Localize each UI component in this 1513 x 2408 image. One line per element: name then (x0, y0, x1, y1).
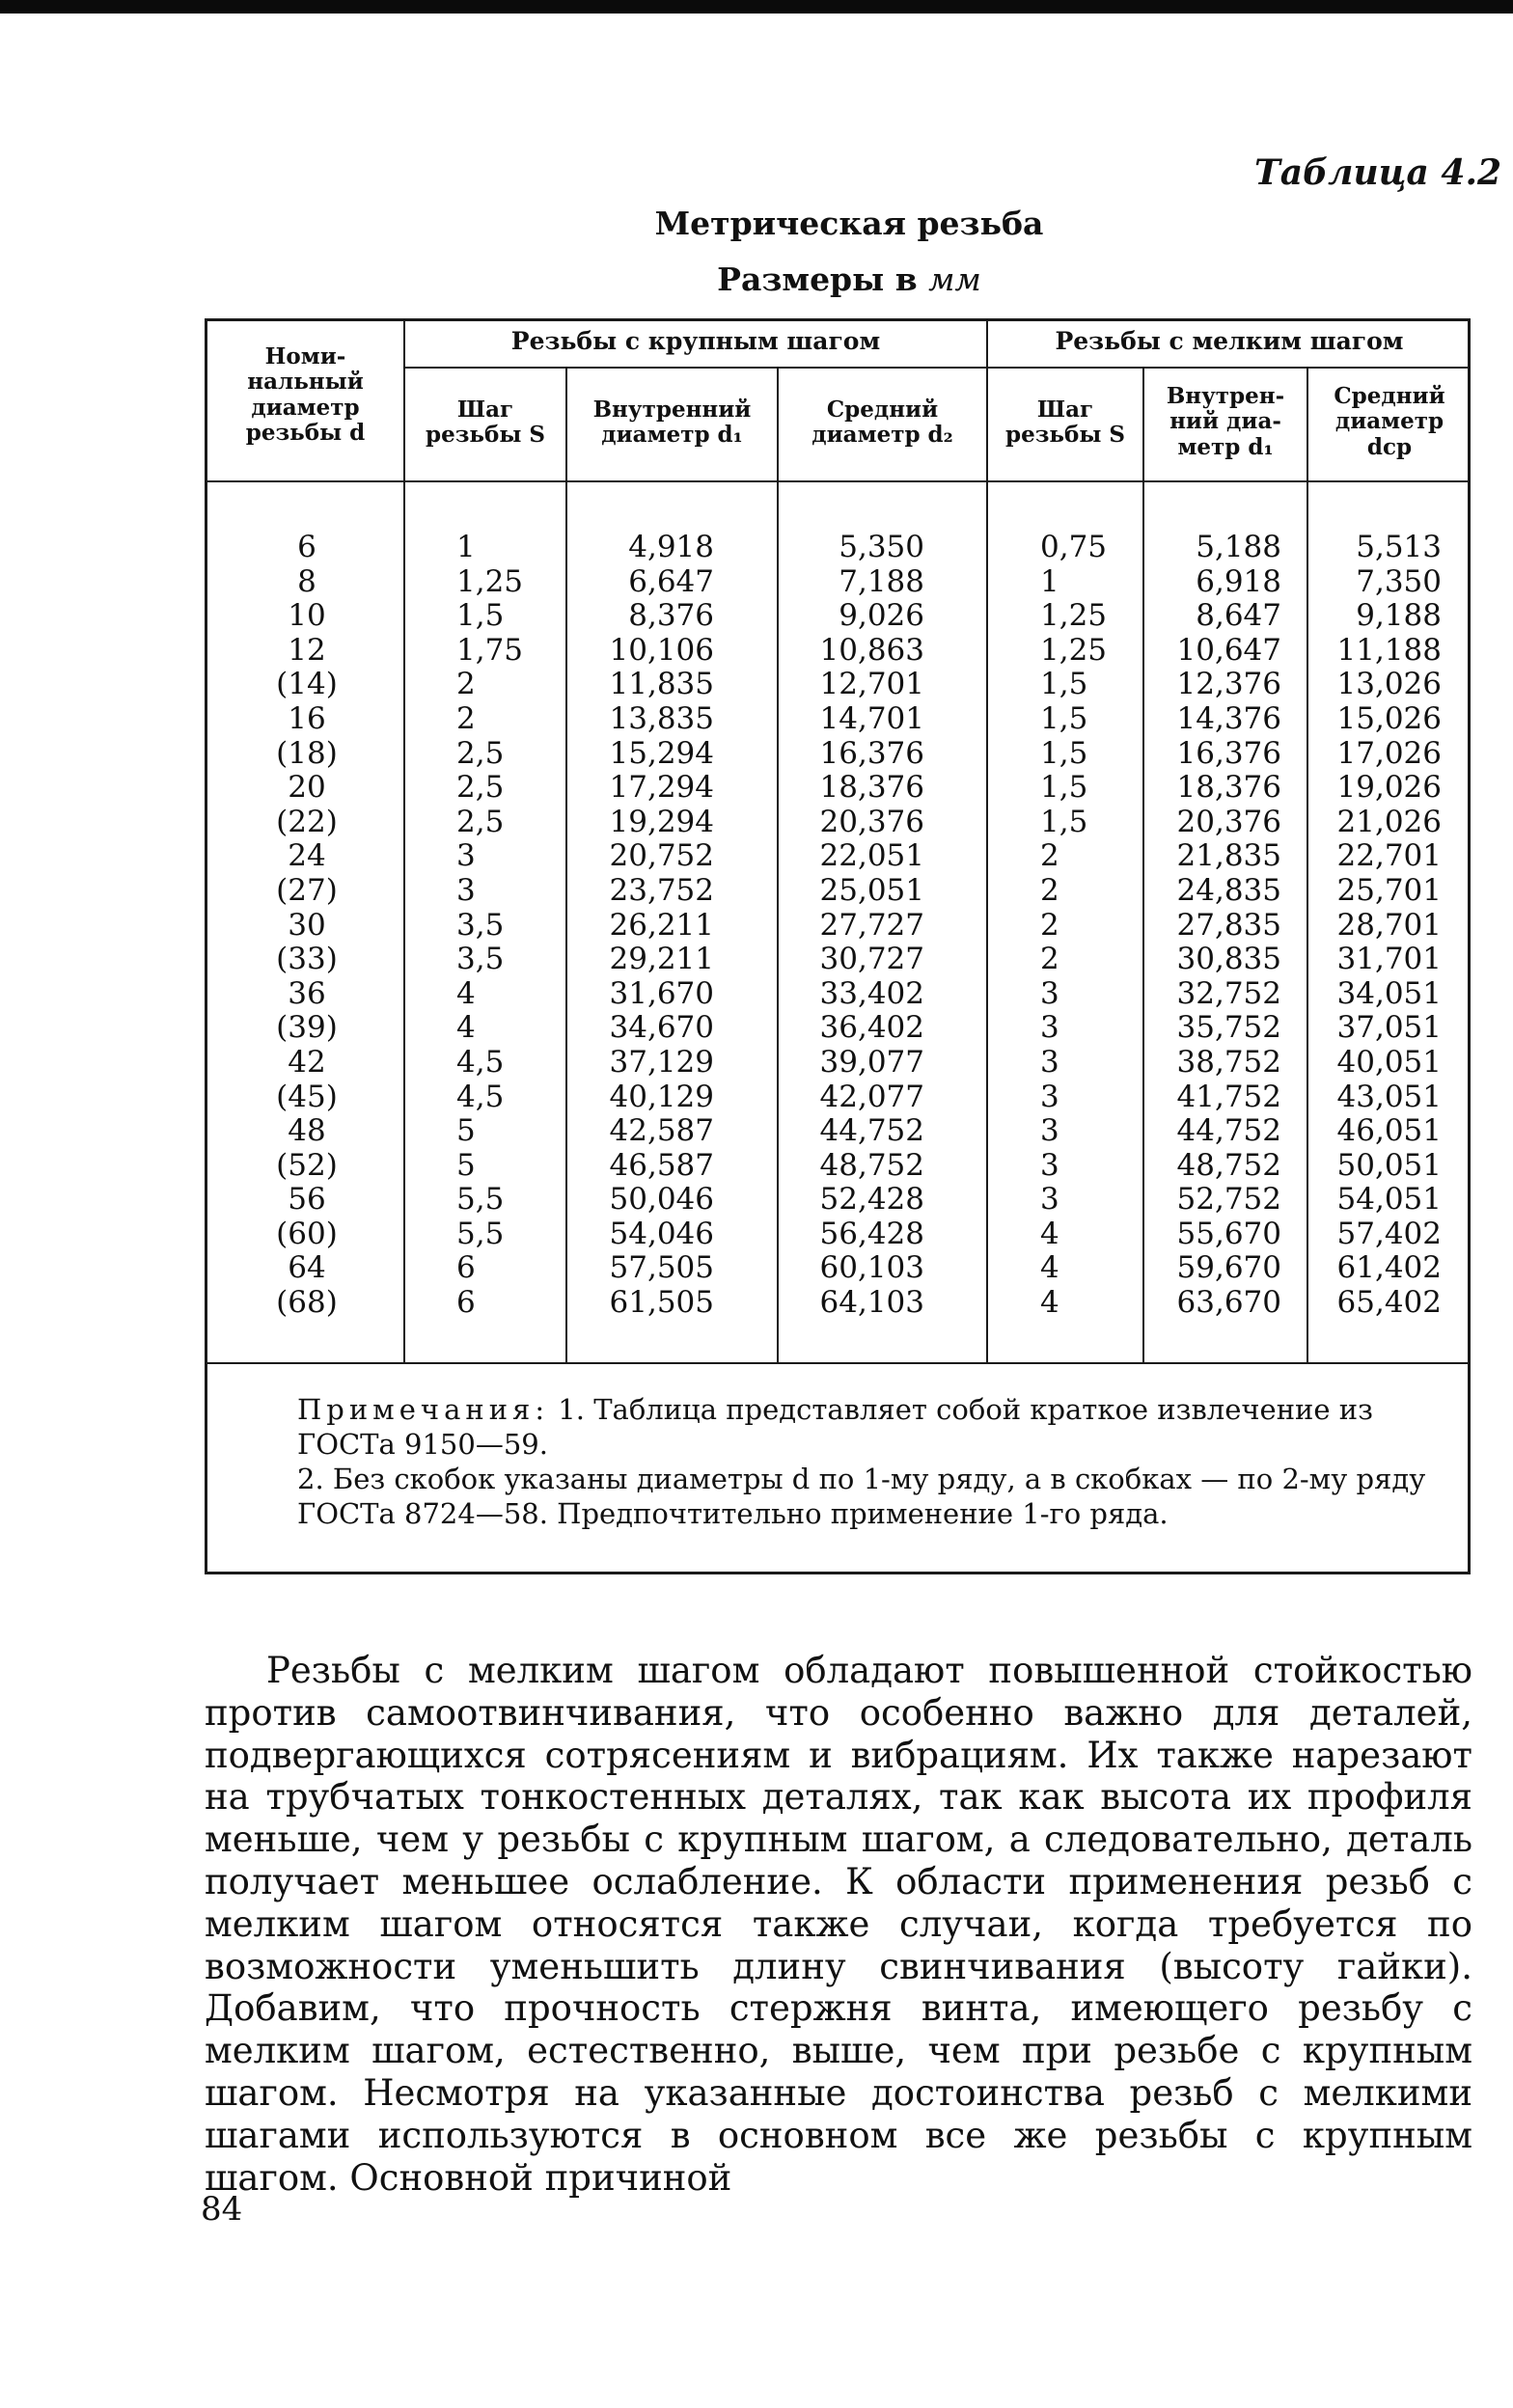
table-cell: 2,5 (456, 804, 505, 839)
table-cell: 36,402 (819, 1010, 924, 1046)
table-cell: 5,5 (456, 1182, 505, 1218)
table-cell: 54,046 (609, 1216, 714, 1251)
table-cell: 4 (456, 1010, 476, 1046)
table-cell: 5 (456, 1147, 476, 1183)
table-cell: 64,103 (819, 1285, 924, 1321)
col-divider-1 (403, 318, 405, 1362)
subtitle-unit: мм (928, 260, 981, 298)
table-cell: (27) (276, 872, 338, 908)
table-cell: 3 (1040, 1182, 1059, 1218)
table-cell: 48,752 (1176, 1147, 1281, 1183)
col-divider-3 (777, 367, 779, 1362)
table-cell: 35,752 (1176, 1010, 1281, 1046)
table-cell: 19,026 (1336, 770, 1442, 806)
notes-label: Примечания: (297, 1393, 550, 1426)
table-cell: 30,727 (819, 942, 924, 977)
table-cell: 2 (456, 667, 476, 702)
column-coarse-mid-diameter (782, 531, 924, 1321)
table-cell: 40,051 (1336, 1044, 1442, 1080)
table-cell: 0,75 (1040, 530, 1108, 564)
col-divider-6 (1307, 367, 1308, 1362)
table-cell: 2 (1040, 942, 1059, 977)
table-cell: 1,25 (1040, 598, 1108, 634)
table-cell: 59,670 (1176, 1250, 1281, 1286)
table-cell: 19,294 (609, 804, 714, 839)
table-cell: 17,026 (1336, 735, 1442, 771)
table-cell: 4,5 (456, 1079, 505, 1114)
table-cell: 16,376 (1176, 735, 1281, 771)
table-cell: 1,75 (456, 632, 524, 668)
table-cell: 29,211 (609, 942, 714, 977)
table-cell: 15,026 (1336, 700, 1442, 736)
column-coarse-inner-diameter (569, 531, 714, 1321)
table-cell: 26,211 (609, 907, 714, 943)
table-cell: (18) (276, 735, 338, 771)
table-cell: 23,752 (609, 872, 714, 908)
table-cell: 3 (1040, 1079, 1059, 1114)
table-cell: 42,077 (819, 1079, 924, 1114)
table-cell: 5,188 (1196, 530, 1281, 564)
table-cell: 18,376 (819, 770, 924, 806)
table-cell: 10 (288, 598, 326, 634)
table-cell: 8,647 (1196, 598, 1281, 634)
table-cell: 7,188 (839, 563, 924, 599)
table-cell: (52) (276, 1147, 338, 1183)
table-cell: 12,701 (819, 667, 924, 702)
table-cell: 9,188 (1356, 598, 1442, 634)
table-cell: 1,5 (1040, 667, 1088, 702)
table-cell: 37,129 (609, 1044, 714, 1080)
table-cell: 1 (1040, 563, 1059, 599)
table-cell: 28,701 (1336, 907, 1442, 943)
table-cell: 3 (1040, 975, 1059, 1011)
table-cell: 57,402 (1336, 1216, 1442, 1251)
table-cell: 4,918 (628, 530, 714, 564)
table-cell: 3 (1040, 1113, 1059, 1149)
table-cell: 2 (1040, 838, 1059, 874)
table-cell: 4,5 (456, 1044, 505, 1080)
table-cell: 3 (456, 838, 476, 874)
table-cell: 10,647 (1176, 632, 1281, 668)
table-cell: 25,701 (1336, 872, 1442, 908)
table-cell: 1,5 (456, 598, 505, 634)
table-header-divider (205, 480, 1471, 482)
table-cell: 46,051 (1336, 1113, 1442, 1149)
table-cell: 50,046 (609, 1182, 714, 1218)
table-cell: (14) (276, 667, 338, 702)
table-cell: 27,727 (819, 907, 924, 943)
table-cell: 4 (1040, 1285, 1059, 1321)
table-cell: 14,701 (819, 700, 924, 736)
table-cell: 39,077 (819, 1044, 924, 1080)
table-cell: 6,647 (628, 563, 714, 599)
header-coarse-mid-diameter: Средний диаметр d₂ (812, 397, 953, 449)
table-cell: 48 (288, 1113, 326, 1149)
table-cell: 21,026 (1336, 804, 1442, 839)
table-cell: 30 (288, 907, 326, 943)
header-fine-mid-diameter: Средний диаметр dср (1334, 383, 1445, 460)
table-cell: 20 (288, 770, 326, 806)
table-cell: 25,051 (819, 872, 924, 908)
table-cell: 6 (297, 530, 316, 564)
table-cell: 61,505 (609, 1285, 714, 1321)
table-cell: 22,701 (1336, 838, 1442, 874)
table-cell: (68) (276, 1285, 338, 1321)
table-cell: 7,350 (1356, 563, 1442, 599)
column-nominal-diameter (212, 531, 401, 1321)
column-coarse-step (456, 531, 563, 1321)
table-cell: 3,5 (456, 942, 505, 977)
table-cell: 5,5 (456, 1216, 505, 1251)
table-cell: 52,428 (819, 1182, 924, 1218)
table-cell: 1,25 (1040, 632, 1108, 668)
header-coarse-step: Шаг резьбы S (425, 397, 546, 449)
column-fine-step (1040, 531, 1137, 1321)
table-cell: 64 (288, 1250, 326, 1286)
table-cell: 22,051 (819, 838, 924, 874)
table-cell: 1,5 (1040, 804, 1088, 839)
table-cell: 12 (288, 632, 326, 668)
table-cell: (45) (276, 1079, 338, 1114)
table-cell: 13,026 (1336, 667, 1442, 702)
table-cell: 24,835 (1176, 872, 1281, 908)
table-cell: 13,835 (609, 700, 714, 736)
table-cell: 37,051 (1336, 1010, 1442, 1046)
table-cell: 14,376 (1176, 700, 1281, 736)
table-cell: 4 (456, 975, 476, 1011)
col-divider-5 (1142, 367, 1144, 1362)
table-cell: 63,670 (1176, 1285, 1281, 1321)
header-fine-inner-diameter: Внутрен- ний диа- метр d₁ (1166, 383, 1285, 460)
table-cell: 65,402 (1336, 1285, 1442, 1321)
note-1 (220, 1392, 1455, 1462)
table-cell: 11,835 (609, 667, 714, 702)
table-cell: 31,701 (1336, 942, 1442, 977)
table-cell: 1 (456, 530, 476, 564)
table-cell: 42 (288, 1044, 326, 1080)
table-cell: 24 (288, 838, 326, 874)
table-cell: 15,294 (609, 735, 714, 771)
table-cell: 38,752 (1176, 1044, 1281, 1080)
header-nominal-diameter: Номи- нальный диаметр резьбы d (245, 343, 366, 447)
table-cell: 56,428 (819, 1216, 924, 1251)
table-cell: 2 (456, 700, 476, 736)
table-cell: 30,835 (1176, 942, 1281, 977)
table-group-divider-right (986, 367, 1471, 369)
header-coarse-group: Резьбы с крупным шагом (510, 327, 881, 355)
table-cell: 8 (297, 563, 316, 599)
table-cell: 46,587 (609, 1147, 714, 1183)
note-1-text: 1. Таблица представляет собой краткое извлечение из ГОСТа 9150—59. (297, 1393, 1373, 1461)
table-cell: 6 (456, 1285, 476, 1321)
table-cell: (22) (276, 804, 338, 839)
table-cell: 20,376 (1176, 804, 1281, 839)
table-cell: 5,513 (1356, 530, 1442, 564)
table-cell: 2,5 (456, 770, 505, 806)
table-cell: 48,752 (819, 1147, 924, 1183)
table-cell: 20,376 (819, 804, 924, 839)
table-cell: 21,835 (1176, 838, 1281, 874)
table-cell: 31,670 (609, 975, 714, 1011)
table-cell: 12,376 (1176, 667, 1281, 702)
table-cell: 61,402 (1336, 1250, 1442, 1286)
table-cell: 3 (456, 872, 476, 908)
table-cell: 34,051 (1336, 975, 1442, 1011)
table-group-divider-left (403, 367, 986, 369)
table-cell: (33) (276, 942, 338, 977)
table-cell: 18,376 (1176, 770, 1281, 806)
table-cell: 34,670 (609, 1010, 714, 1046)
table-cell: 43,051 (1336, 1079, 1442, 1114)
table-cell: 60,103 (819, 1250, 924, 1286)
table-cell: 10,863 (819, 632, 924, 668)
table-cell: 57,505 (609, 1250, 714, 1286)
table-cell: 1,25 (456, 563, 524, 599)
table-cell: 3,5 (456, 907, 505, 943)
table-cell: 6,918 (1196, 563, 1281, 599)
table-cell: 32,752 (1176, 975, 1281, 1011)
table-cell: 44,752 (819, 1113, 924, 1149)
table-title: Метрическая резьба (654, 205, 1044, 242)
table-cell: 6 (456, 1250, 476, 1286)
table-cell: 55,670 (1176, 1216, 1281, 1251)
page-top-border (0, 0, 1513, 14)
table-cell: 3 (1040, 1010, 1059, 1046)
table-cell: 36 (288, 975, 326, 1011)
body-paragraph (205, 1650, 1472, 2199)
table-cell: 5 (456, 1113, 476, 1149)
table-cell: 2 (1040, 872, 1059, 908)
table-cell: 2,5 (456, 735, 505, 771)
table-cell: 1,5 (1040, 735, 1088, 771)
body-paragraph-text: Резьбы с мелким шагом обладают повышенной стойкостью против самоотвинчивания, что особенно важно для деталей, подвергающихся сотрясениям и вибрациям. Их также нарезают на трубчатых тонкостенных деталях, так как высота их профиля меньше, чем у резьбы с крупным шагом, а следовательно, деталь получает меньшее ослабление. К области применения резьб с мелким шагом относятся также случаи, когда требуется по возможности уменьшить длину свинчивания (высоту гайки). Добавим, что прочность стержня винта, имеющего резьбу с мелким шагом, естественно, выше, чем при резьбе с крупным шагом. Несмотря на указанные достоинства резьб с мелкими шагами используются в основном все же резьбы с крупным шагом. Основной причиной (205, 1650, 1472, 2199)
table-cell: 16 (288, 700, 326, 736)
table-cell: 4 (1040, 1250, 1059, 1286)
table-cell: 9,026 (839, 598, 924, 634)
table-body-divider (205, 1362, 1471, 1364)
table-cell: 54,051 (1336, 1182, 1442, 1218)
page-number: 84 (201, 2190, 243, 2229)
table-cell: 16,376 (819, 735, 924, 771)
table-cell: 17,294 (609, 770, 714, 806)
table-cell: 41,752 (1176, 1079, 1281, 1114)
table-cell: 33,402 (819, 975, 924, 1011)
col-divider-2 (565, 367, 567, 1362)
col-divider-4 (986, 318, 988, 1362)
table-cell: 3 (1040, 1044, 1059, 1080)
table-cell: 1,5 (1040, 700, 1088, 736)
table-cell: 8,376 (628, 598, 714, 634)
table-cell: 40,129 (609, 1079, 714, 1114)
table-cell: 5,350 (839, 530, 924, 564)
header-fine-step: Шаг резьбы S (1004, 397, 1126, 449)
table-cell: 11,188 (1336, 632, 1442, 668)
table-cell: 44,752 (1176, 1113, 1281, 1149)
table-cell: (60) (276, 1216, 338, 1251)
table-cell: 52,752 (1176, 1182, 1281, 1218)
table-cell: 42,587 (609, 1113, 714, 1149)
table-cell: (39) (276, 1010, 338, 1046)
table-cell: 27,835 (1176, 907, 1281, 943)
table-cell: 56 (288, 1182, 326, 1218)
table-cell: 3 (1040, 1147, 1059, 1183)
column-fine-mid-diameter (1310, 531, 1442, 1321)
table-cell: 20,752 (609, 838, 714, 874)
table-label: Таблица 4.2 (1254, 152, 1502, 193)
table-cell: 4 (1040, 1216, 1059, 1251)
table-cell: 50,051 (1336, 1147, 1442, 1183)
table-subtitle (0, 260, 1513, 298)
header-coarse-inner-diameter: Внутренний диаметр d₁ (592, 397, 752, 449)
table-cell: 1,5 (1040, 770, 1088, 806)
subtitle-text: Размеры в (717, 260, 929, 298)
header-fine-group: Резьбы с мелким шагом (1055, 327, 1404, 355)
table-cell: 10,106 (609, 632, 714, 668)
column-fine-inner-diameter (1146, 531, 1281, 1321)
table-cell: 2 (1040, 907, 1059, 943)
note-2: 2. Без скобок указаны диаметры d по 1-му ряду, а в скобках — по 2-му ряду ГОСТа 8724—58. Предпочтительно применение 1-го ряда. (297, 1463, 1426, 1530)
table-notes (220, 1392, 1455, 1531)
